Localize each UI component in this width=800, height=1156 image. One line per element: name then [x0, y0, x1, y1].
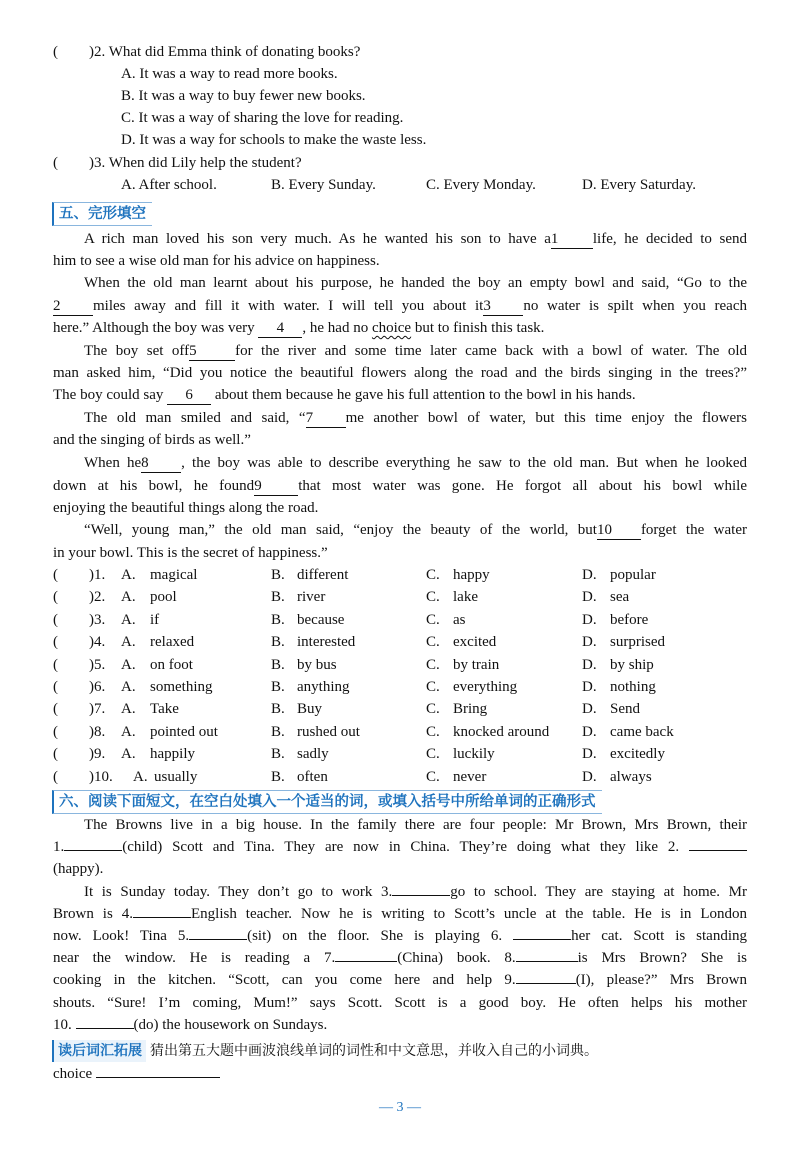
q2-option-d[interactable]: D. It was a way for schools to make the waste less.: [121, 132, 427, 148]
choice-paren[interactable]: (: [53, 723, 58, 740]
blank-9[interactable]: 9: [254, 478, 298, 496]
choice-letter-b: B.: [271, 701, 285, 718]
choice-letter-b: B.: [271, 723, 285, 740]
q3-paren[interactable]: (: [53, 155, 58, 171]
choice-letter-b: B.: [271, 589, 285, 606]
passage6-line: cooking in the kitchen. “Scott, can you come here and help 9. (I), please?” Mrs Brown: [53, 972, 748, 988]
choice-option-a[interactable]: Take: [150, 701, 179, 718]
q2-option-c[interactable]: C. It was a way of sharing the love for reading.: [121, 110, 404, 126]
passage-line: in your bowl. This is the secret of happiness.”: [53, 545, 328, 561]
choice-paren[interactable]: (: [53, 634, 58, 651]
choice-option-b[interactable]: different: [297, 567, 349, 583]
blank-10[interactable]: 10: [597, 522, 641, 540]
blank6-3[interactable]: [392, 895, 450, 896]
choice-number: )10.: [89, 768, 113, 785]
choice-letter-d: D.: [582, 746, 597, 763]
passage6-line: near the window. He is reading a 7. (China) book. 8. is Mrs Brown? She is: [53, 950, 748, 966]
blank6-7[interactable]: [335, 961, 397, 962]
choice-letter-a: A.: [121, 723, 136, 740]
choice-paren[interactable]: (: [53, 611, 58, 628]
choice-letter-b: B.: [271, 656, 285, 673]
choice-letter-b: B.: [271, 567, 285, 583]
vocab-entry: choice: [53, 1064, 220, 1084]
choice-number: )8.: [89, 723, 106, 740]
choice-paren[interactable]: (: [53, 567, 58, 583]
blank6-4[interactable]: [133, 917, 191, 918]
choice-letter-c: C.: [426, 589, 440, 606]
choice-letter-d: D.: [582, 634, 597, 651]
choice-option-a[interactable]: pointed out: [150, 723, 218, 740]
choice-option-c[interactable]: happy: [453, 567, 490, 583]
q2-paren[interactable]: (: [53, 44, 58, 60]
wavy-word-choice: choice: [371, 320, 412, 336]
choice-paren[interactable]: (: [53, 656, 58, 673]
blank-5[interactable]: 5: [189, 343, 235, 361]
blank-4[interactable]: 4: [258, 320, 302, 338]
choice-option-b[interactable]: sadly: [297, 746, 329, 763]
choice-letter-b: B.: [271, 634, 285, 651]
choice-letter-d: D.: [582, 679, 597, 695]
choice-option-c[interactable]: lake: [453, 589, 478, 606]
choice-option-c[interactable]: luckily: [453, 746, 495, 763]
choice-letter-b: B.: [271, 611, 285, 628]
choice-number: )5.: [89, 656, 106, 673]
choice-letter-a: A.: [133, 768, 148, 785]
choice-paren[interactable]: (: [53, 768, 58, 785]
blank6-8[interactable]: [516, 961, 578, 962]
blank6-10[interactable]: [76, 1028, 134, 1029]
q3-option-d[interactable]: D. Every Saturday.: [582, 177, 696, 193]
passage6-line: now. Look! Tina 5. (sit) on the floor. She is playing 6. her cat. Scott is standing: [53, 928, 747, 944]
choice-letter-c: C.: [426, 723, 440, 740]
choice-option-a[interactable]: happily: [150, 746, 195, 763]
choice-option-c[interactable]: Bring: [453, 701, 488, 718]
choice-letter-a: A.: [121, 679, 136, 695]
choice-letter-c: C.: [426, 567, 440, 583]
blank6-2[interactable]: [689, 850, 747, 851]
choice-option-d[interactable]: excitedly: [610, 746, 665, 763]
choice-option-a[interactable]: something: [150, 679, 213, 695]
choice-option-b[interactable]: interested: [297, 634, 356, 651]
choice-letter-a: A.: [121, 567, 136, 583]
blank-8[interactable]: 8: [141, 455, 181, 473]
choice-option-b[interactable]: often: [297, 768, 328, 785]
choice-number: )2.: [89, 589, 106, 606]
blank-7[interactable]: 7: [306, 410, 346, 428]
q3-option-b[interactable]: B. Every Sunday.: [271, 177, 376, 193]
choice-option-a[interactable]: on foot: [150, 656, 193, 673]
passage-line: A rich man loved his son very much. As he wanted his son to have a1 life, he decided to send: [84, 231, 747, 247]
choice-option-b[interactable]: by bus: [297, 656, 337, 673]
passage-line: The boy could say 6 about them because he gave his full attention to the bowl in his hands.: [53, 387, 636, 403]
blank6-6[interactable]: [513, 939, 571, 940]
passage-line: 2 miles away and fill it with water. I will tell you about it3 no water is spilt when you reach: [53, 298, 747, 314]
q2-option-a[interactable]: A. It was a way to read more books.: [121, 66, 338, 82]
choice-option-d[interactable]: Send: [610, 701, 640, 718]
blank-1[interactable]: 1: [551, 231, 593, 249]
choice-option-c[interactable]: as: [453, 611, 466, 628]
choice-option-c[interactable]: by train: [453, 656, 500, 673]
blank-2[interactable]: 2: [53, 298, 93, 316]
q3-option-a[interactable]: A. After school.: [121, 177, 217, 193]
passage6-line: 1. (child) Scott and Tina. They are now in China. They’re doing what they like 2.: [53, 837, 747, 857]
passage-line: man asked him, “Did you notice the beautiful flowers along the road and the birds singing in the trees?”: [53, 365, 747, 381]
section6-heading: 六、阅读下面短文，在空白处填入一个适当的词，或填入括号中所给单词的正确形式: [52, 790, 602, 812]
choice-letter-d: D.: [582, 656, 597, 673]
choice-letter-a: A.: [121, 634, 136, 651]
choice-paren[interactable]: (: [53, 746, 58, 763]
choice-letter-d: D.: [582, 589, 597, 606]
page-number: — 3 —: [379, 1100, 421, 1115]
q2-option-b[interactable]: B. It was a way to buy fewer new books.: [121, 88, 366, 104]
choice-option-b[interactable]: Buy: [297, 701, 323, 718]
q3-option-c[interactable]: C. Every Monday.: [426, 177, 536, 193]
choice-letter-d: D.: [582, 701, 597, 718]
choice-option-c[interactable]: excited: [453, 634, 497, 651]
choice-letter-d: D.: [582, 723, 597, 740]
blank6-9[interactable]: [516, 983, 576, 984]
choice-letter-b: B.: [271, 679, 285, 695]
choice-option-c[interactable]: everything: [453, 679, 518, 695]
choice-number: )7.: [89, 701, 106, 718]
choice-option-a[interactable]: magical: [150, 567, 198, 583]
passage-line: enjoying the beautiful things along the road.: [53, 500, 319, 516]
choice-letter-c: C.: [426, 679, 440, 695]
choice-paren[interactable]: (: [53, 679, 58, 695]
passage-line: The old man smiled and said, “7 me another bowl of water, but this time enjoy the flowers: [84, 410, 747, 426]
choice-option-b[interactable]: because: [297, 611, 345, 628]
choice-letter-c: C.: [426, 611, 440, 628]
choice-letter-c: C.: [426, 634, 440, 651]
choice-option-d[interactable]: by ship: [610, 656, 654, 673]
choice-option-a[interactable]: if: [150, 611, 160, 628]
passage-line: “Well, young man,” the old man said, “enjoy the beauty of the world, but10 forget the water: [84, 522, 747, 538]
choice-option-d[interactable]: sea: [610, 589, 630, 606]
passage6-line: (happy).: [53, 861, 104, 877]
passage6-line: 10. (do) the housework on Sundays.: [53, 1017, 328, 1033]
choice-number: )9.: [89, 746, 106, 763]
passage6-line: Brown is 4. English teacher. Now he is writing to Scott’s uncle at the table. He is in London: [53, 906, 747, 922]
section5-heading: 五、完形填空: [52, 202, 152, 224]
choice-option-d[interactable]: nothing: [610, 679, 656, 695]
choice-option-a[interactable]: pool: [150, 589, 177, 606]
passage-line: here.” Although the boy was very 4 , he had no choice but to finish this task.: [53, 320, 545, 336]
blank-3[interactable]: 3: [483, 298, 523, 316]
choice-option-b[interactable]: rushed out: [297, 723, 360, 740]
choice-number: )1.: [89, 567, 106, 583]
choice-option-b[interactable]: river: [297, 589, 326, 606]
choice-option-b[interactable]: anything: [297, 679, 350, 695]
choice-letter-c: C.: [426, 746, 440, 763]
choice-letter-a: A.: [121, 701, 136, 718]
choice-letter-c: C.: [426, 656, 440, 673]
passage-line: him to see a wise old man for his advice on happiness.: [53, 253, 380, 269]
vocab-answer-field[interactable]: [96, 1077, 220, 1078]
passage-line: down at his bowl, he found9 that most water was gone. He forgot all about his bowl while: [53, 478, 747, 494]
choice-option-a[interactable]: usually: [154, 768, 198, 785]
passage-line: and the singing of birds as well.”: [53, 432, 251, 448]
choice-letter-a: A.: [121, 589, 136, 606]
choice-letter-d: D.: [582, 768, 597, 785]
choice-letter-c: C.: [426, 768, 440, 785]
choice-number: )6.: [89, 679, 106, 695]
passage6-line: It is Sunday today. They don’t go to work 3. go to school. They are staying at home. Mr: [84, 884, 747, 900]
choice-letter-d: D.: [582, 567, 597, 583]
vocab-instruction: 猜出第五大题中画波浪线单词的词性和中文意思，并收入自己的小词典。: [150, 1043, 598, 1059]
vocab-label: 读后词汇拓展: [52, 1040, 146, 1062]
choice-letter-d: D.: [582, 611, 597, 628]
passage6-line: The Browns live in a big house. In the family there are four people: Mr Brown, Mrs Brown, their: [84, 817, 747, 833]
passage-line: When he8 , the boy was able to describe everything he saw to the old man. But when he looked: [84, 455, 747, 471]
blank6-5[interactable]: [189, 939, 247, 940]
q3-question: )3. When did Lily help the student?: [89, 155, 302, 171]
choice-letter-a: A.: [121, 656, 136, 673]
choice-option-d[interactable]: before: [610, 611, 649, 628]
choice-option-c[interactable]: knocked around: [453, 723, 550, 740]
choice-option-d[interactable]: surprised: [610, 634, 665, 651]
choice-paren[interactable]: (: [53, 589, 58, 606]
q2-question: )2. What did Emma think of donating books?: [89, 44, 361, 60]
vocab-extension: [52, 1040, 598, 1062]
choice-letter-c: C.: [426, 701, 440, 718]
choice-letter-a: A.: [121, 746, 136, 763]
passage6-line: shouts. “Sure! I’m coming, Mum!” says Scott. Scott is a good boy. He often helps his mother: [53, 995, 747, 1011]
passage-line: When the old man learnt about his purpose, he handed the boy an empty bowl and said, “Go to the: [84, 275, 747, 291]
choice-option-a[interactable]: relaxed: [150, 634, 195, 651]
blank-6[interactable]: 6: [167, 387, 211, 405]
choice-option-d[interactable]: always: [610, 768, 652, 785]
blank6-1[interactable]: [64, 850, 122, 851]
choice-paren[interactable]: (: [53, 701, 58, 718]
choice-number: )3.: [89, 611, 106, 628]
choice-letter-b: B.: [271, 746, 285, 763]
choice-option-c[interactable]: never: [453, 768, 487, 785]
choice-letter-a: A.: [121, 611, 136, 628]
choice-option-d[interactable]: came back: [610, 723, 674, 740]
choice-letter-b: B.: [271, 768, 285, 785]
choice-number: )4.: [89, 634, 106, 651]
passage-line: The boy set off5 for the river and some time later came back with a bowl of water. The old: [84, 343, 748, 359]
choice-option-d[interactable]: popular: [610, 567, 656, 583]
